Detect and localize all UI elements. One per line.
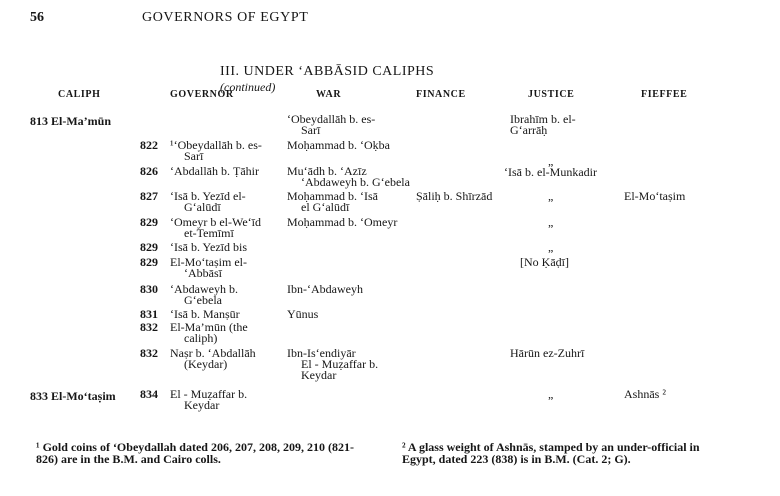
justice-cell xyxy=(548,242,553,253)
governor-cell xyxy=(170,389,247,411)
text-line: ¹‘Obeydallāh b. es- xyxy=(170,138,262,152)
justice-cell xyxy=(548,191,553,202)
year-cell xyxy=(140,322,158,333)
governor-cell xyxy=(170,257,247,279)
column-header-war xyxy=(316,89,341,100)
text-line: Sarī xyxy=(184,149,204,163)
war-cell xyxy=(287,217,397,228)
justice-cell xyxy=(510,114,576,136)
text-line: ‘Obeydallāh b. es- xyxy=(287,112,376,126)
war-cell xyxy=(287,309,318,320)
text-line: 826 xyxy=(140,164,158,178)
text-line: caliph) xyxy=(184,331,218,345)
text-line: GOVERNOR xyxy=(170,89,234,100)
war-cell xyxy=(287,114,375,136)
war-cell xyxy=(287,166,410,188)
text-line: ‘Abdaweyh b. xyxy=(170,282,238,296)
text-line: 822 xyxy=(140,138,158,152)
governor-cell xyxy=(170,322,248,344)
text-line: 827 xyxy=(140,189,158,203)
text-line: Keydar xyxy=(184,398,220,412)
text-line: ‘Isā b. Yezīd el- xyxy=(170,189,246,203)
text-line: Mu‘ādh b. ‘Azīz xyxy=(287,164,367,178)
year-cell xyxy=(140,217,158,228)
text-line: 830 xyxy=(140,282,158,296)
year-cell xyxy=(140,191,158,202)
year-cell xyxy=(140,309,158,320)
year-cell xyxy=(140,348,158,359)
fieffee-cell xyxy=(624,389,666,400)
text-line: G‘arrāḥ xyxy=(510,123,548,137)
page-number xyxy=(30,10,44,26)
text-line: 829 xyxy=(140,215,158,229)
text-line: FIEFFEE xyxy=(641,89,688,100)
text-line: GOVERNORS OF EGYPT xyxy=(142,10,309,25)
text-line: 56 xyxy=(30,10,44,25)
footnote xyxy=(402,441,720,465)
text-line: 832 xyxy=(140,346,158,360)
war-cell xyxy=(287,348,378,381)
text-line: „ xyxy=(548,240,554,254)
text-line: G‘alūdī xyxy=(184,200,221,214)
text-line: El-Mo‘taṣim el- xyxy=(170,255,247,269)
governor-cell xyxy=(170,242,247,253)
text-line: 833 El-Mo‘taṣim xyxy=(30,389,116,403)
war-cell xyxy=(287,284,363,295)
justice-cell xyxy=(520,257,569,268)
column-header-governor xyxy=(170,89,234,100)
governor-cell xyxy=(170,166,259,177)
text-line: „ xyxy=(548,215,554,229)
text-line: „ xyxy=(548,154,554,168)
text-line: ‘Omeyr b el-We‘īd xyxy=(170,215,261,229)
text-line: Hārūn ez-Zuhrī xyxy=(510,346,585,360)
text-line: Moḥammad b. ‘Oḳba xyxy=(287,138,390,152)
year-cell xyxy=(140,257,158,268)
text-line: El - Muẓaffar b. xyxy=(170,387,248,401)
text-line: Ibrahīm b. el- xyxy=(510,112,576,126)
fieffee-cell xyxy=(624,191,685,202)
year-cell xyxy=(140,389,158,400)
column-header-justice xyxy=(528,89,574,100)
text-line: Ṣāliḥ b. Shīrzād xyxy=(416,189,493,203)
text-line: JUSTICE xyxy=(528,89,575,100)
text-line: Ashnās ² xyxy=(624,387,666,401)
governor-cell xyxy=(170,140,262,162)
text-line: (Keydar) xyxy=(184,357,228,371)
text-line: Keydar xyxy=(301,368,337,382)
text-line: (continued) xyxy=(220,80,276,94)
text-line: El-Mo‘taṣim xyxy=(624,189,686,203)
column-header-fieffee xyxy=(641,89,687,100)
text-line: G‘ebela xyxy=(184,293,222,307)
governor-cell xyxy=(170,348,256,370)
text-line: ‘Isā b. Yezīd bis xyxy=(170,240,247,254)
text-line: ‘Abbāsī xyxy=(184,266,222,280)
text-line: ‘Abdaweyh b. G‘ebela xyxy=(301,175,410,189)
governor-cell xyxy=(170,309,240,320)
text-line: WAR xyxy=(316,89,342,100)
text-line: el G‘alūdī xyxy=(301,200,350,214)
text-line: Ibn-‘Abdaweyh xyxy=(287,282,363,296)
text-line: 834 xyxy=(140,387,158,401)
section-title-text xyxy=(220,64,434,80)
text-line: FINANCE xyxy=(416,89,466,100)
text-line: Moḥammad b. ‘Omeyr xyxy=(287,215,398,229)
text-line: Sarī xyxy=(301,123,321,137)
text-line: [No Ḳāḍī] xyxy=(520,255,569,269)
text-line: El - Muẓaffar b. xyxy=(301,357,379,371)
text-line: Naṣr b. ‘Abdallāh xyxy=(170,346,256,360)
year-cell xyxy=(140,166,158,177)
footnote xyxy=(36,441,366,465)
text-line: et-Temīmī xyxy=(184,226,234,240)
text-line: CALIPH xyxy=(58,89,101,100)
text-line: „ xyxy=(548,189,554,203)
justice-cell xyxy=(548,389,553,400)
column-header-caliph xyxy=(58,89,101,100)
year-cell xyxy=(140,284,158,295)
text-line: 829 xyxy=(140,240,158,254)
text-line: ‘Abdallāh b. Ṭāhir xyxy=(170,164,259,178)
justice-cell xyxy=(504,154,597,179)
text-line: ‘Isā b. el-Munkadir xyxy=(504,165,597,179)
governor-cell xyxy=(170,191,246,213)
text-line: 829 xyxy=(140,255,158,269)
finance-cell xyxy=(416,191,492,202)
text-line: Moḥammad b. ‘Isā xyxy=(287,189,378,203)
text-line: Yūnus xyxy=(287,307,319,321)
text-line: 831 xyxy=(140,307,158,321)
text-line: 832 xyxy=(140,320,158,334)
running-title xyxy=(142,10,308,26)
text-line: Ibn-Is‘endiyār xyxy=(287,346,356,360)
text-line: III. UNDER ‘ABBĀSID CALIPHS xyxy=(220,64,435,79)
justice-cell xyxy=(510,348,584,359)
text-line: El-Ma’mūn (the xyxy=(170,320,248,334)
caliph-entry xyxy=(30,114,111,129)
text-line: 813 El-Ma’mūn xyxy=(30,114,111,128)
war-cell xyxy=(287,191,378,213)
text-line: ‘Isā b. Manṣūr xyxy=(170,307,240,321)
caliph-entry xyxy=(30,389,116,404)
year-cell xyxy=(140,140,158,151)
year-cell xyxy=(140,242,158,253)
governor-cell xyxy=(170,284,238,306)
war-cell xyxy=(287,140,390,151)
justice-cell xyxy=(548,217,553,228)
column-header-finance xyxy=(416,89,466,100)
text-line: ² A glass weight of Ashnās, stamped by an under-official in Egypt, dated 223 (838) is in B.M. (Cat. 2; G). xyxy=(402,440,700,466)
text-line: „ xyxy=(548,387,554,401)
governor-cell xyxy=(170,217,261,239)
text-line: ¹ Gold coins of ‘Obeydallah dated 206, 207, 208, 209, 210 (821-826) are in the B.M. and Cairo colls. xyxy=(36,440,354,466)
